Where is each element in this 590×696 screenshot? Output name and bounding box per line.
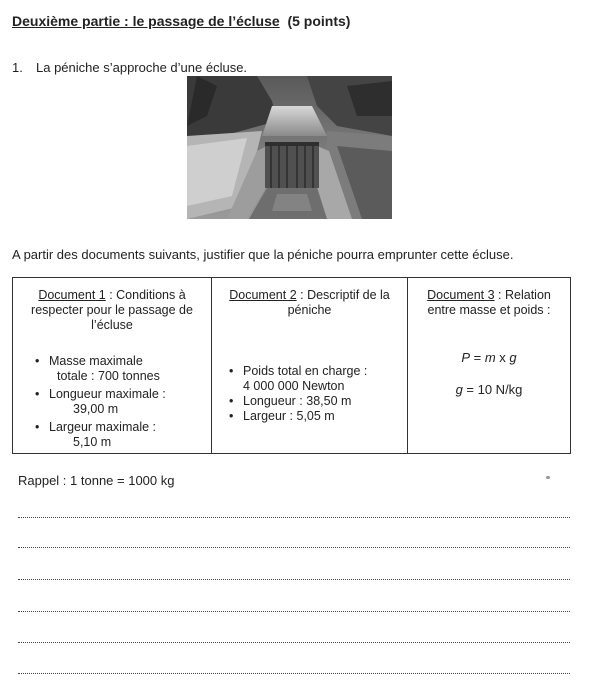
list-item-line: • Longueur maximale : bbox=[49, 387, 166, 401]
list-item bbox=[227, 394, 402, 409]
list-item-line: • Longueur : 38,50 m bbox=[243, 394, 352, 408]
list-item bbox=[33, 354, 203, 384]
documents-table bbox=[12, 277, 571, 454]
answer-line[interactable] bbox=[18, 673, 570, 674]
formula-gravity: g = 10 N/kg bbox=[455, 382, 523, 397]
answer-line[interactable] bbox=[18, 579, 570, 580]
scan-speck bbox=[546, 476, 550, 479]
question-1 bbox=[12, 60, 247, 75]
list-item bbox=[227, 364, 402, 394]
document-2-subtitle: : Descriptif de la péniche bbox=[287, 288, 390, 317]
question-text: La péniche s’approche d’une écluse. bbox=[36, 60, 248, 75]
lock-photo bbox=[187, 76, 392, 219]
list-item-line: 39,00 m bbox=[73, 402, 119, 416]
question-number: 1. bbox=[12, 60, 23, 75]
answer-line[interactable] bbox=[18, 517, 570, 518]
list-item-line: • Largeur maximale : bbox=[49, 420, 156, 434]
list-item bbox=[33, 420, 203, 450]
list-item-line: 4 000 000 Newton bbox=[243, 379, 345, 393]
answer-line[interactable] bbox=[18, 611, 570, 612]
list-item bbox=[33, 387, 203, 417]
list-item-line: • Masse maximale bbox=[49, 354, 143, 368]
document-3-heading bbox=[408, 278, 570, 318]
document-1-heading bbox=[13, 278, 211, 333]
document-2-heading bbox=[212, 278, 407, 318]
document-2-title: Document 2 bbox=[229, 288, 297, 302]
document-3-title: Document 3 bbox=[427, 288, 495, 302]
document-2-cell bbox=[211, 278, 407, 453]
list-item-line: totale : 700 tonnes bbox=[57, 369, 160, 383]
document-1-cell bbox=[13, 278, 211, 453]
reminder-note: Rappel : 1 tonne = 1000 kg bbox=[18, 473, 175, 488]
instruction: A partir des documents suivants, justifier que la péniche pourra emprunter cette écluse. bbox=[12, 247, 514, 262]
answer-line[interactable] bbox=[18, 642, 570, 643]
list-item-line: • Largeur : 5,05 m bbox=[243, 409, 335, 423]
list-item-line: 5,10 m bbox=[73, 435, 112, 449]
document-1-list bbox=[33, 354, 203, 453]
section-title-main: Deuxième partie : le passage de l’écluse bbox=[12, 13, 280, 29]
document-2-list bbox=[227, 364, 402, 424]
formula-weight: P = m x g bbox=[461, 350, 517, 365]
list-item-line: • Poids total en charge : bbox=[243, 364, 368, 378]
document-1-title: Document 1 bbox=[38, 288, 106, 302]
document-3-cell bbox=[407, 278, 570, 453]
lock-photo-icon bbox=[187, 76, 392, 219]
section-title bbox=[12, 13, 350, 29]
section-points: (5 points) bbox=[287, 13, 351, 29]
answer-line[interactable] bbox=[18, 547, 570, 548]
list-item bbox=[227, 409, 402, 424]
document-1-subtitle: : Conditions à respecter pour le passage de l’écluse bbox=[31, 288, 193, 332]
document-3-subtitle: : Relation entre masse et poids : bbox=[427, 288, 551, 317]
